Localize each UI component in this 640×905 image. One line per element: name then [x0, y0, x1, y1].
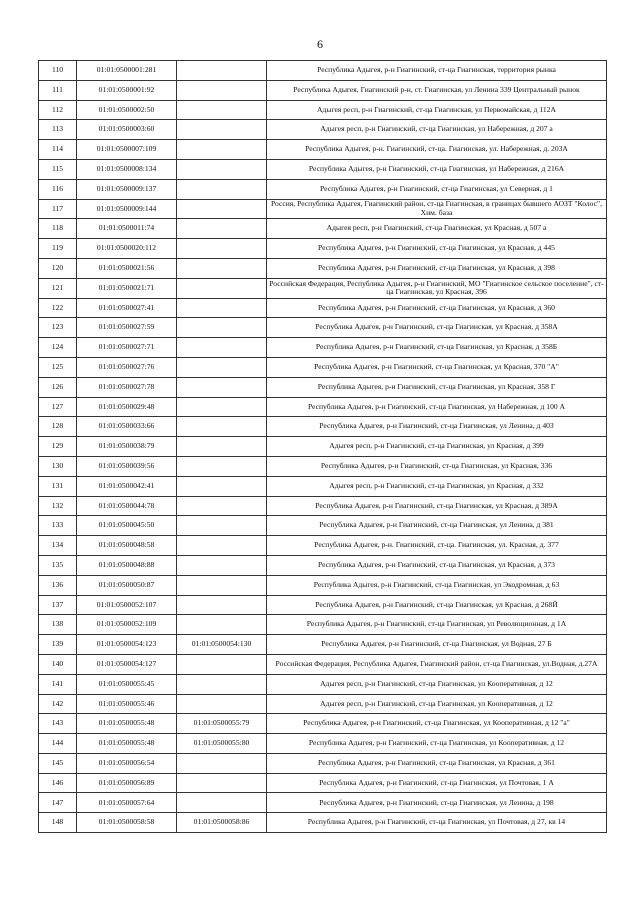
row-number-cell: 120	[39, 258, 77, 278]
cadastral-number-cell: 01:01:0500054:123	[77, 635, 177, 655]
cadastral-number-cell: 01:01:0500055:48	[77, 714, 177, 734]
related-cadastral-cell	[177, 437, 267, 457]
address-cell: Республика Адыгея, р-н Гиагинский, ст-ца Гиагинская, ул Красная, 336	[267, 456, 607, 476]
address-cell: Республика Адыгея, р-н Гиагинский, ст-ца Гиагинская, ул Ленина, д 403	[267, 417, 607, 437]
cadastral-number-cell: 01:01:0500044:78	[77, 496, 177, 516]
address-cell: Адыгея респ, р-н Гиагинский, ст-ца Гиагинская, ул Кооперативная, д 12	[267, 674, 607, 694]
related-cadastral-cell	[177, 357, 267, 377]
cadastral-number-cell: 01:01:0500042:41	[77, 476, 177, 496]
table-row	[39, 575, 607, 595]
cadastral-number-cell: 01:01:0500039:56	[77, 456, 177, 476]
table-row	[39, 61, 607, 81]
table-row	[39, 714, 607, 734]
address-cell: Республика Адыгея, р-н Гиагинский, ст-ца Гиагинская, ул Набережная, д 100 А	[267, 397, 607, 417]
cadastral-number-cell: 01:01:0500001:281	[77, 61, 177, 81]
row-number-cell: 140	[39, 654, 77, 674]
related-cadastral-cell	[177, 80, 267, 100]
cadastral-number-cell: 01:01:0500052:109	[77, 615, 177, 635]
related-cadastral-cell	[177, 417, 267, 437]
row-number-cell: 116	[39, 179, 77, 199]
related-cadastral-cell	[177, 476, 267, 496]
table-row	[39, 516, 607, 536]
row-number-cell: 122	[39, 298, 77, 318]
related-cadastral-cell	[177, 615, 267, 635]
address-cell: Республика Адыгея, р-н Гиагинский, ст-ца Гиагинская, ул Красная, 370 "А"	[267, 357, 607, 377]
address-cell: Республика Адыгея, р-н Гиагинский, ст-ца Гиагинская, ул Красная, д 360	[267, 298, 607, 318]
registry-table-body	[39, 61, 607, 833]
table-row	[39, 278, 607, 298]
cadastral-number-cell: 01:01:0500027:59	[77, 318, 177, 338]
related-cadastral-cell	[177, 536, 267, 556]
cadastral-number-cell: 01:01:0500027:41	[77, 298, 177, 318]
cadastral-number-cell: 01:01:0500038:79	[77, 437, 177, 457]
table-row	[39, 338, 607, 358]
row-number-cell: 144	[39, 734, 77, 754]
related-cadastral-cell	[177, 278, 267, 298]
row-number-cell: 118	[39, 219, 77, 239]
address-cell: Республика Адыгея, р-н Гиагинский, ст-ца Гиагинская, территория рынка	[267, 61, 607, 81]
address-cell: Республика Адыгея, р-н Гиагинский, ст-ца Гиагинская, ул Красная, д 361	[267, 753, 607, 773]
table-row	[39, 694, 607, 714]
table-row	[39, 753, 607, 773]
related-cadastral-cell	[177, 555, 267, 575]
row-number-cell: 134	[39, 536, 77, 556]
related-cadastral-cell	[177, 338, 267, 358]
table-row	[39, 813, 607, 833]
related-cadastral-cell	[177, 258, 267, 278]
row-number-cell: 146	[39, 773, 77, 793]
address-cell: Республика Адыгея, р-н Гиагинский, ст-ца Гиагинская, ул Красная, д 358Б	[267, 338, 607, 358]
address-cell: Республика Адыгея, р-н Гиагинский, ст-ца Гиагинская, ул Революционная, д 1А	[267, 615, 607, 635]
cadastral-number-cell: 01:01:0500020:112	[77, 239, 177, 259]
table-row	[39, 120, 607, 140]
cadastral-number-cell: 01:01:0500002:50	[77, 100, 177, 120]
table-row	[39, 773, 607, 793]
address-cell: Республика Адыгея, р-н. Гиагинский, ст-ца. Гиагинская, ул. Красная, д. 377	[267, 536, 607, 556]
table-row	[39, 437, 607, 457]
related-cadastral-cell: 01:01:0500055:79	[177, 714, 267, 734]
table-row	[39, 456, 607, 476]
row-number-cell: 127	[39, 397, 77, 417]
related-cadastral-cell	[177, 595, 267, 615]
address-cell: Россия, Республика Адыгея, Гиагинский район, ст-ца Гиагинская, в границах бывшего АОЗТ "Колос", Хим. база	[267, 199, 607, 219]
related-cadastral-cell	[177, 120, 267, 140]
cadastral-number-cell: 01:01:0500001:92	[77, 80, 177, 100]
row-number-cell: 130	[39, 456, 77, 476]
related-cadastral-cell	[177, 753, 267, 773]
table-row	[39, 179, 607, 199]
row-number-cell: 139	[39, 635, 77, 655]
cadastral-number-cell: 01:01:0500009:144	[77, 199, 177, 219]
table-row	[39, 239, 607, 259]
cadastral-number-cell: 01:01:0500021:56	[77, 258, 177, 278]
row-number-cell: 125	[39, 357, 77, 377]
related-cadastral-cell	[177, 318, 267, 338]
cadastral-number-cell: 01:01:0500033:66	[77, 417, 177, 437]
cadastral-number-cell: 01:01:0500009:137	[77, 179, 177, 199]
row-number-cell: 110	[39, 61, 77, 81]
address-cell: Республика Адыгея, р-н Гиагинский, ст-ца Гиагинская, ул Красная, д 389А	[267, 496, 607, 516]
related-cadastral-cell	[177, 397, 267, 417]
cadastral-number-cell: 01:01:0500055:46	[77, 694, 177, 714]
row-number-cell: 141	[39, 674, 77, 694]
row-number-cell: 124	[39, 338, 77, 358]
cadastral-number-cell: 01:01:0500045:50	[77, 516, 177, 536]
table-row	[39, 100, 607, 120]
table-row	[39, 298, 607, 318]
address-cell: Адыгея респ, р-н Гиагинский, ст-ца Гиагинская, ул Красная, д 507 а	[267, 219, 607, 239]
row-number-cell: 128	[39, 417, 77, 437]
table-row	[39, 140, 607, 160]
row-number-cell: 137	[39, 595, 77, 615]
related-cadastral-cell	[177, 694, 267, 714]
cadastral-number-cell: 01:01:0500050:87	[77, 575, 177, 595]
table-row	[39, 258, 607, 278]
address-cell: Республика Адыгея, р-н Гиагинский, ст-ца Гиагинская, ул Красная, д 373	[267, 555, 607, 575]
cadastral-number-cell: 01:01:0500048:58	[77, 536, 177, 556]
address-cell: Республика Адыгея, р-н Гиагинский, ст-ца Гиагинская, ул Кооперативная, д 12	[267, 734, 607, 754]
address-cell: Адыгея респ, р-н Гиагинский, ст-ца Гиагинская, ул Красная, д 399	[267, 437, 607, 457]
address-cell: Республика Адыгея, Гиагинский р-н, ст. Гиагинская, ул Ленина 339 Центральный рынок	[267, 80, 607, 100]
related-cadastral-cell	[177, 179, 267, 199]
row-number-cell: 121	[39, 278, 77, 298]
row-number-cell: 113	[39, 120, 77, 140]
address-cell: Адыгея респ, р-н Гиагинский, ст-ца Гиагинская, ул Первомайская, д 112А	[267, 100, 607, 120]
table-row	[39, 595, 607, 615]
address-cell: Республика Адыгея, р-н Гиагинский, ст-ца Гиагинская, ул Красная, д 358А	[267, 318, 607, 338]
table-row	[39, 793, 607, 813]
row-number-cell: 115	[39, 159, 77, 179]
cadastral-number-cell: 01:01:0500054:127	[77, 654, 177, 674]
table-row	[39, 635, 607, 655]
related-cadastral-cell	[177, 219, 267, 239]
address-cell: Республика Адыгея, р-н Гиагинский, ст-ца Гиагинская, ул Красная, 358 Г	[267, 377, 607, 397]
address-cell: Республика Адыгея, р-н Гиагинский, ст-ца Гиагинская, ул Почтовая, 1 А	[267, 773, 607, 793]
related-cadastral-cell	[177, 159, 267, 179]
related-cadastral-cell: 01:01:0500058:86	[177, 813, 267, 833]
page-number: 6	[317, 37, 323, 51]
cadastral-number-cell: 01:01:0500027:76	[77, 357, 177, 377]
table-row	[39, 219, 607, 239]
row-number-cell: 142	[39, 694, 77, 714]
related-cadastral-cell	[177, 61, 267, 81]
table-row	[39, 476, 607, 496]
table-row	[39, 357, 607, 377]
row-number-cell: 117	[39, 199, 77, 219]
table-row	[39, 377, 607, 397]
related-cadastral-cell	[177, 654, 267, 674]
row-number-cell: 145	[39, 753, 77, 773]
address-cell: Адыгея респ, р-н Гиагинский, ст-ца Гиагинская, ул Красная, д 332	[267, 476, 607, 496]
cadastral-number-cell: 01:01:0500027:71	[77, 338, 177, 358]
related-cadastral-cell: 01:01:0500054:130	[177, 635, 267, 655]
related-cadastral-cell	[177, 140, 267, 160]
address-cell: Российская Федерация, Республика Адыгея, Гиагинский район, ст-ца Гиагинская, ул.Водная, д.27А	[267, 654, 607, 674]
address-cell: Республика Адыгея, р-н Гиагинский, ст-ца Гиагинская, ул Ленина, д 198	[267, 793, 607, 813]
related-cadastral-cell	[177, 100, 267, 120]
row-number-cell: 123	[39, 318, 77, 338]
address-cell: Республика Адыгея, р-н Гиагинский, ст-ца Гиагинская, ул Красная, д 445	[267, 239, 607, 259]
cadastral-number-cell: 01:01:0500003:60	[77, 120, 177, 140]
row-number-cell: 132	[39, 496, 77, 516]
related-cadastral-cell	[177, 773, 267, 793]
address-cell: Республика Адыгея, р-н Гиагинский, ст-ца Гиагинская, ул Почтовая, д 27, кв 14	[267, 813, 607, 833]
table-row	[39, 496, 607, 516]
table-row	[39, 318, 607, 338]
row-number-cell: 133	[39, 516, 77, 536]
row-number-cell: 111	[39, 80, 77, 100]
row-number-cell: 147	[39, 793, 77, 813]
address-cell: Республика Адыгея, р-н Гиагинский, ст-ца Гиагинская, ул Северная, д 1	[267, 179, 607, 199]
table-row	[39, 555, 607, 575]
registry-table	[38, 60, 607, 833]
cadastral-number-cell: 01:01:0500058:58	[77, 813, 177, 833]
related-cadastral-cell	[177, 377, 267, 397]
address-cell: Республика Адыгея, р-н Гиагинский, ст-ца Гиагинская, ул Экодромная, д 63	[267, 575, 607, 595]
address-cell: Адыгея респ, р-н Гиагинский, ст-ца Гиагинская, ул Кооперативная, д 12	[267, 694, 607, 714]
address-cell: Республика Адыгея, р-н Гиагинский, ст-ца Гиагинская, ул Водная, 27 Б	[267, 635, 607, 655]
cadastral-number-cell: 01:01:0500007:109	[77, 140, 177, 160]
address-cell: Адыгея респ, р-н Гиагинский, ст-ца Гиагинская, ул Набережная, д 207 а	[267, 120, 607, 140]
related-cadastral-cell	[177, 496, 267, 516]
row-number-cell: 148	[39, 813, 77, 833]
row-number-cell: 114	[39, 140, 77, 160]
address-cell: Российская Федерация, Республика Адыгея, р-н Гиагинский, МО "Гиагинское сельское поселение", ст-ца Гиагинская, ул Красная, 396	[267, 278, 607, 298]
address-cell: Республика Адыгея, р-н Гиагинский, ст-ца Гиагинская, ул Ленина, д 381	[267, 516, 607, 536]
table-row	[39, 199, 607, 219]
table-row	[39, 417, 607, 437]
related-cadastral-cell: 01:01:0500055:80	[177, 734, 267, 754]
table-row	[39, 615, 607, 635]
cadastral-number-cell: 01:01:0500027:78	[77, 377, 177, 397]
related-cadastral-cell	[177, 674, 267, 694]
cadastral-number-cell: 01:01:0500055:45	[77, 674, 177, 694]
row-number-cell: 135	[39, 555, 77, 575]
cadastral-number-cell: 01:01:0500052:107	[77, 595, 177, 615]
cadastral-number-cell: 01:01:0500008:134	[77, 159, 177, 179]
address-cell: Республика Адыгея, р-н. Гиагинский, ст-ца. Гиагинская, ул. Набережная, д. 203А	[267, 140, 607, 160]
related-cadastral-cell	[177, 575, 267, 595]
related-cadastral-cell	[177, 793, 267, 813]
row-number-cell: 112	[39, 100, 77, 120]
cadastral-number-cell: 01:01:0500056:89	[77, 773, 177, 793]
table-row	[39, 654, 607, 674]
address-cell: Республика Адыгея, р-н Гиагинский, ст-ца Гиагинская, ул Кооперативная, д 12 "а"	[267, 714, 607, 734]
table-row	[39, 674, 607, 694]
related-cadastral-cell	[177, 199, 267, 219]
row-number-cell: 131	[39, 476, 77, 496]
cadastral-number-cell: 01:01:0500056:54	[77, 753, 177, 773]
address-cell: Республика Адыгея, р-н Гиагинский, ст-ца Гиагинская, ул Красная, д 268Й	[267, 595, 607, 615]
cadastral-number-cell: 01:01:0500029:48	[77, 397, 177, 417]
related-cadastral-cell	[177, 516, 267, 536]
related-cadastral-cell	[177, 298, 267, 318]
related-cadastral-cell	[177, 456, 267, 476]
address-cell: Республика Адыгея, р-н Гиагинский, ст-ца Гиагинская, ул Набережная, д 216А	[267, 159, 607, 179]
row-number-cell: 129	[39, 437, 77, 457]
row-number-cell: 126	[39, 377, 77, 397]
address-cell: Республика Адыгея, р-н Гиагинский, ст-ца Гиагинская, ул Красная, д 398	[267, 258, 607, 278]
table-row	[39, 80, 607, 100]
cadastral-number-cell: 01:01:0500057:64	[77, 793, 177, 813]
table-row	[39, 734, 607, 754]
table-row	[39, 159, 607, 179]
related-cadastral-cell	[177, 239, 267, 259]
cadastral-number-cell: 01:01:0500011:74	[77, 219, 177, 239]
cadastral-number-cell: 01:01:0500048:88	[77, 555, 177, 575]
cadastral-number-cell: 01:01:0500055:48	[77, 734, 177, 754]
row-number-cell: 119	[39, 239, 77, 259]
row-number-cell: 143	[39, 714, 77, 734]
row-number-cell: 136	[39, 575, 77, 595]
row-number-cell: 138	[39, 615, 77, 635]
table-row	[39, 536, 607, 556]
cadastral-number-cell: 01:01:0500021:71	[77, 278, 177, 298]
table-row	[39, 397, 607, 417]
